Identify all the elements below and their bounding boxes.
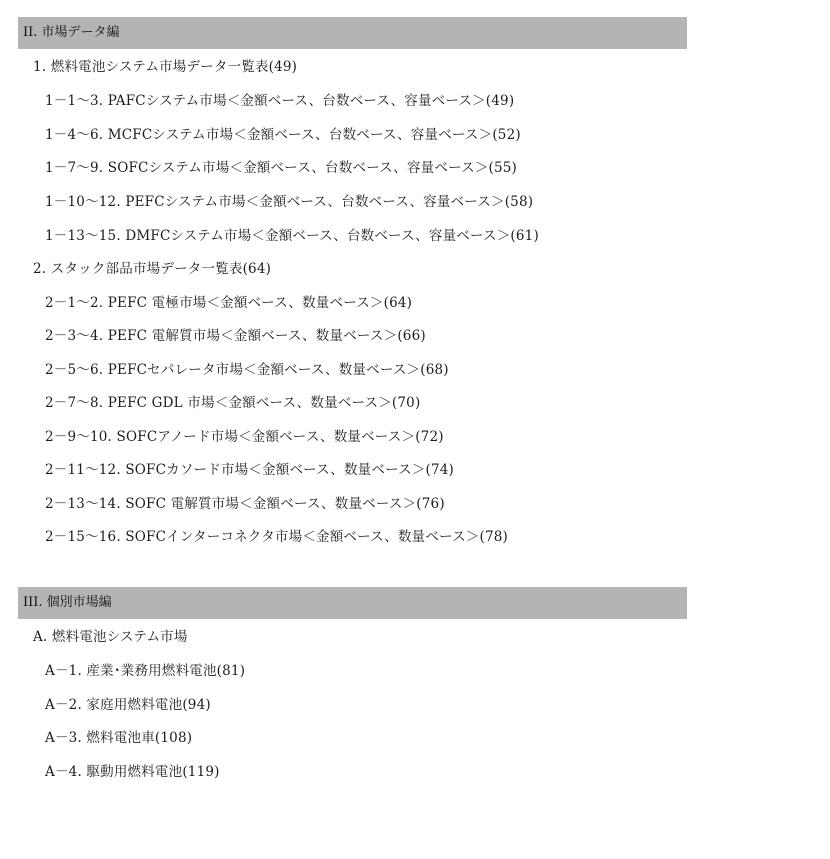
list-item: 1－1～3. PAFCシステム市場＜金額ベース、台数ベース、容量ベース＞(49): [45, 93, 515, 109]
group-title-fuel-cell-system-data: 1. 燃料電池システム市場データ一覧表(49): [33, 59, 298, 75]
list-item: A－4. 駆動用燃料電池(119): [45, 764, 220, 780]
list-item: 2－7～8. PEFC GDL 市場＜金額ベース、数量ベース＞(70): [45, 395, 421, 411]
list-item: 2－15～16. SOFCインターコネクタ市場＜金額ベース、数量ベース＞(78): [45, 529, 508, 545]
list-item: 2－5～6. PEFCセパレータ市場＜金額ベース、数量ベース＞(68): [45, 362, 449, 378]
list-item: A－3. 燃料電池車(108): [45, 730, 193, 746]
list-item: 2－13～14. SOFC 電解質市場＜金額ベース、数量ベース＞(76): [45, 496, 445, 512]
list-item: 2－9～10. SOFCアノード市場＜金額ベース、数量ベース＞(72): [45, 429, 444, 445]
list-item: 2－3～4. PEFC 電解質市場＜金額ベース、数量ベース＞(66): [45, 328, 426, 344]
group-title-fuel-cell-system-market: A. 燃料電池システム市場: [33, 629, 188, 645]
list-item: A－1. 産業･業務用燃料電池(81): [45, 663, 246, 679]
list-item: 2－11～12. SOFCカソード市場＜金額ベース、数量ベース＞(74): [45, 462, 455, 478]
group-title-stack-parts-data: 2. スタック部品市場データ一覧表(64): [33, 261, 272, 277]
list-item: A－2. 家庭用燃料電池(94): [45, 697, 211, 713]
list-item: 1－10～12. PEFCシステム市場＜金額ベース、台数ベース、容量ベース＞(58): [45, 194, 534, 210]
list-item: 2－1～2. PEFC 電極市場＜金額ベース、数量ベース＞(64): [45, 295, 413, 311]
section-header-market-data: II. 市場データ編: [18, 17, 687, 49]
list-item: 1－4～6. MCFCシステム市場＜金額ベース、台数ベース、容量ベース＞(52): [45, 127, 521, 143]
list-item: 1－7～9. SOFCシステム市場＜金額ベース、台数ベース、容量ベース＞(55): [45, 160, 518, 176]
section-header-individual-markets: III. 個別市場編: [18, 587, 687, 619]
list-item: 1－13～15. DMFCシステム市場＜金額ベース、台数ベース、容量ベース＞(61): [45, 228, 539, 244]
